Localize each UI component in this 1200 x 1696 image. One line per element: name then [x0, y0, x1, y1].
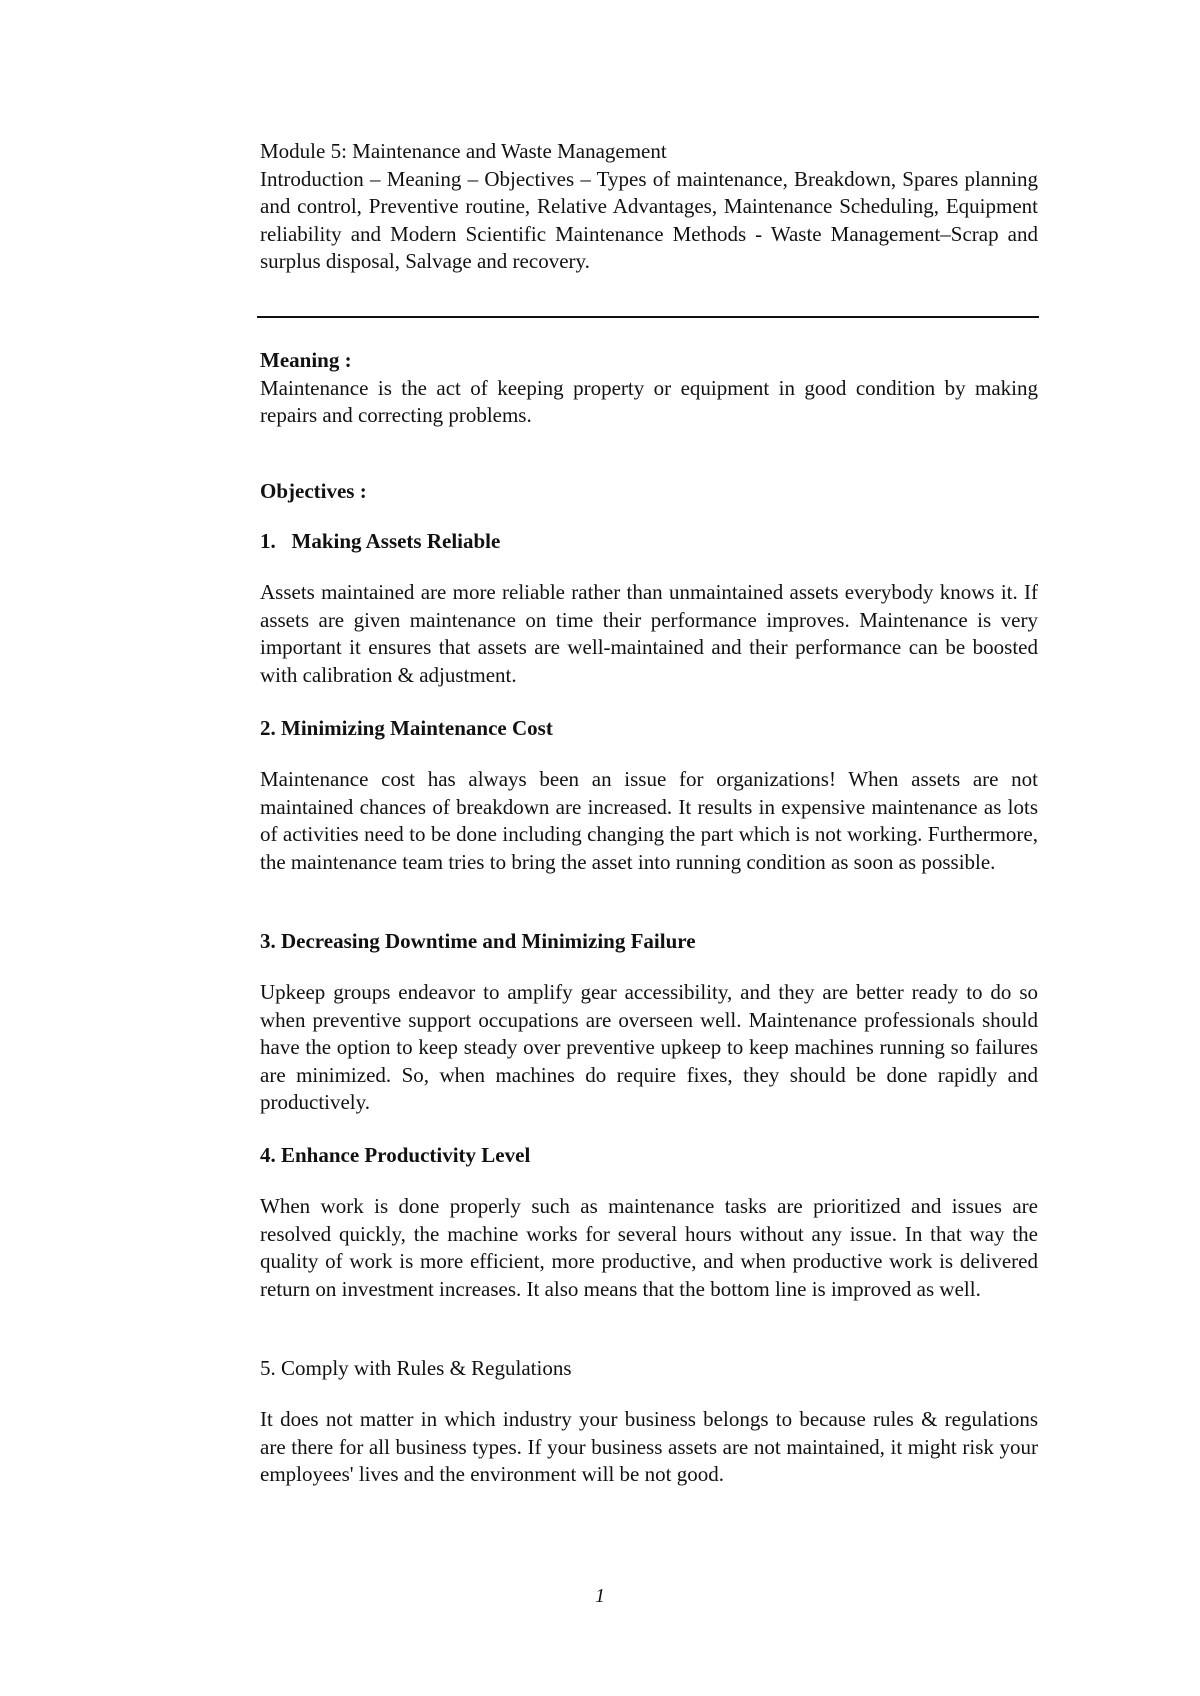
objectives-heading: Objectives :	[260, 479, 367, 503]
objective-3-heading: 3. Decreasing Downtime and Minimizing Failure	[260, 929, 696, 953]
objective-1-text: Assets maintained are more reliable rather than unmaintained assets everybody knows it. If assets are given maintenance on time their performance improves. Maintenance is very important it ensures that assets are well-maintained and their performance can be boosted with calibration & adjustment.	[260, 580, 1038, 687]
objective-3-text: Upkeep groups endeavor to amplify gear accessibility, and they are better ready to do so when preventive support occupations are overseen well. Maintenance professionals should have the option to keep steady over preventive upkeep to keep machines running so failures are minimized. So, when machines do require fixes, they should be done rapidly and productively.	[260, 980, 1038, 1114]
objective-2-heading: 2. Minimizing Maintenance Cost	[260, 716, 553, 740]
module-title: Module 5: Maintenance and Waste Management	[260, 139, 667, 163]
header-divider	[257, 316, 1039, 318]
objective-4-heading: 4. Enhance Productivity Level	[260, 1143, 531, 1167]
objective-5-text: It does not matter in which industry your business belongs to because rules & regulations are there for all business types. If your business assets are not maintained, it might risk your employees' lives and the environment will be not good.	[260, 1407, 1038, 1486]
objective-5-heading: 5. Comply with Rules & Regulations	[260, 1356, 572, 1380]
page-number: 1	[595, 1585, 605, 1607]
objective-2-text: Maintenance cost has always been an issue for organizations! When assets are not maintained chances of breakdown are increased. It results in expensive maintenance as lots of activities need to be done including changing the part which is not working. Furthermore, the maintenance team tries to bring the asset into running condition as soon as possible.	[260, 767, 1038, 874]
objective-4-text: When work is done properly such as maintenance tasks are prioritized and issues are resolved quickly, the machine works for several hours without any issue. In that way the quality of work is more efficient, more productive, and when productive work is delivered return on investment increases. It also means that the bottom line is improved as well.	[260, 1194, 1038, 1301]
objective-1-heading: 1. Making Assets Reliable	[260, 529, 501, 553]
meaning-heading: Meaning :	[260, 348, 352, 372]
syllabus-text: Introduction – Meaning – Objectives – Types of maintenance, Breakdown, Spares planning and control, Preventive routine, Relative Advantages, Maintenance Scheduling, Equipment reliability and Modern Scientific Maintenance Methods - Waste Management–Scrap and surplus disposal, Salvage and recovery.	[260, 166, 1038, 273]
document-page	[260, 0, 1038, 1696]
meaning-text: Maintenance is the act of keeping property or equipment in good condition by making repairs and correcting problems.	[260, 375, 1038, 427]
